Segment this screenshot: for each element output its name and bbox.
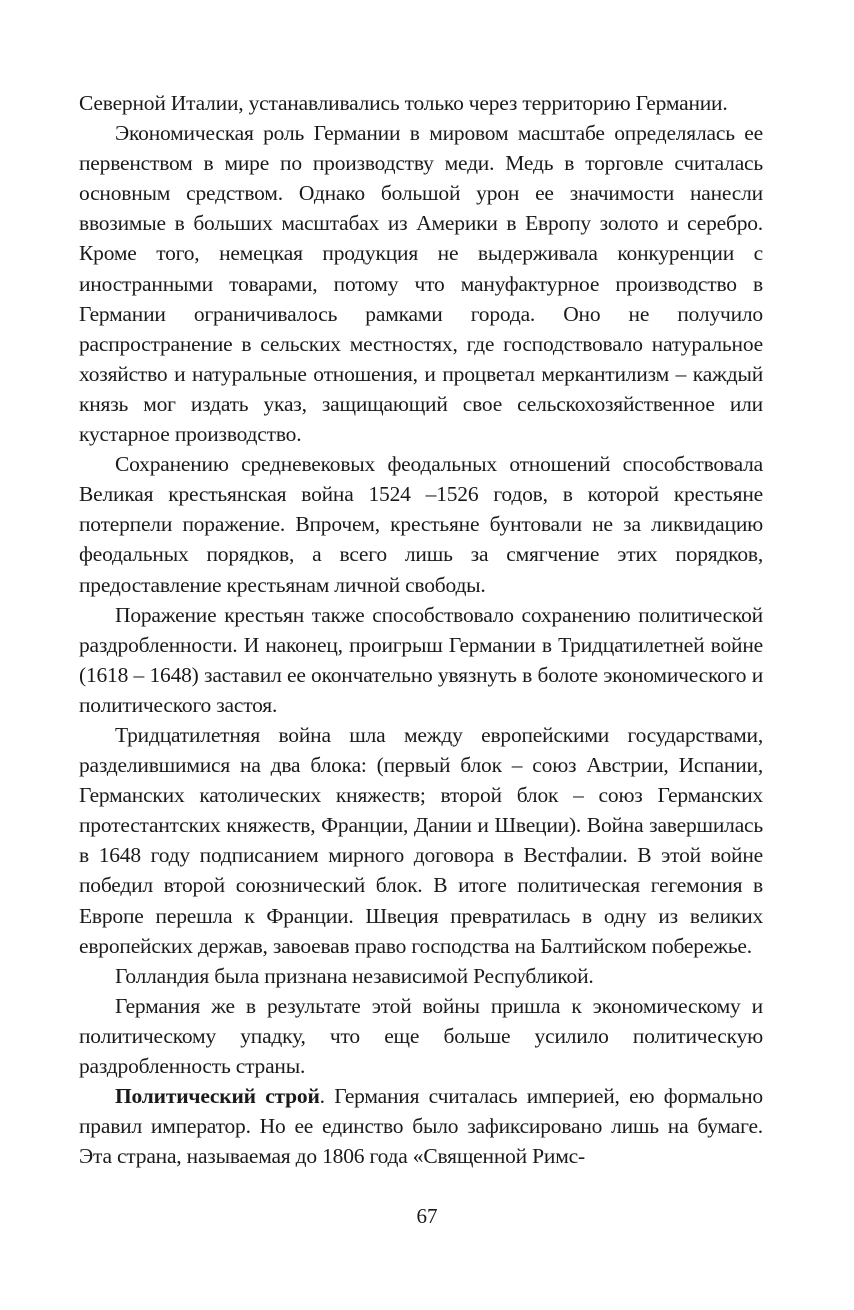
paragraph-5: Тридцатилетняя война шла между европейскими государствами, разделившимися на два блока: (первый блок – союз Австрии, Испании, Германских католических княжеств; второй блок – союз Германских протестантских княжеств, Франции, Дании и Швеции). Война завершилась в 1648 году подписанием мирного договора в Вестфалии. В этой войне победил второй союзнический блок. В итоге политическая гегемония в Европе перешла к Франции. Швеция превратилась в одну из великих европейских держав, завоевав право господства на Балтийском побережье.	[79, 722, 763, 958]
paragraph-2: Экономическая роль Германии в мировом масштабе определялась ее первенством в мире по производству меди. Медь в торговле считалась основным средством. Однако большой урон ее значимости нанесли ввозимые в больших масштабах из Америки в Европу золото и серебро. Кроме того, немецкая продукция не выдерживала конкуренции с иностранными товарами, потому что мануфактурное производство в Германии ограничивалось рамками города. Оно не получило распространение в сельских местностях, где господствовало натуральное хозяйство и натуральные отношения, и процветал меркантилизм – каждый князь мог издать указ, защищающий свое сельскохозяйственное или кустарное производство.	[79, 121, 763, 447]
paragraph-4: Поражение крестьян также способствовало сохранению политической раздробленности. И наконец, проигрыш Германии в Тридцатилетней войне (1618 – 1648) заставил ее окончательно увязнуть в болоте экономического и политического застоя.	[79, 602, 763, 717]
paragraph-3: Сохранению средневековых феодальных отношений способствовала Великая крестьянская война 1524 –1526 годов, в которой крестьяне потерпели поражение. Впрочем, крестьяне бунтовали не за ликвидацию феодальных порядков, а всего лишь за смягчение этих порядков, предоставление крестьянам личной свободы.	[79, 452, 763, 597]
paragraph-8	[79, 1081, 763, 1171]
paragraph-6: Голландия была признана независимой Республикой.	[115, 963, 594, 988]
page-number: 67	[416, 1204, 438, 1228]
paragraph-7: Германия же в результате этой войны пришла к экономическому и политическому упадку, что еще больше усилило политическую раздробленность страны.	[79, 993, 763, 1078]
paragraph-1: Северной Италии, устанавливались только через территорию Германии.	[79, 91, 728, 115]
section-heading: Политический строй	[115, 1084, 320, 1109]
page-body	[79, 88, 763, 1171]
section-heading-text: . Германия считалась империей, ею формально правил император. Но ее единство было зафиксировано лишь на бумаге. Эта страна, называемая до 1806 года «Священной Римс-	[79, 1084, 763, 1169]
